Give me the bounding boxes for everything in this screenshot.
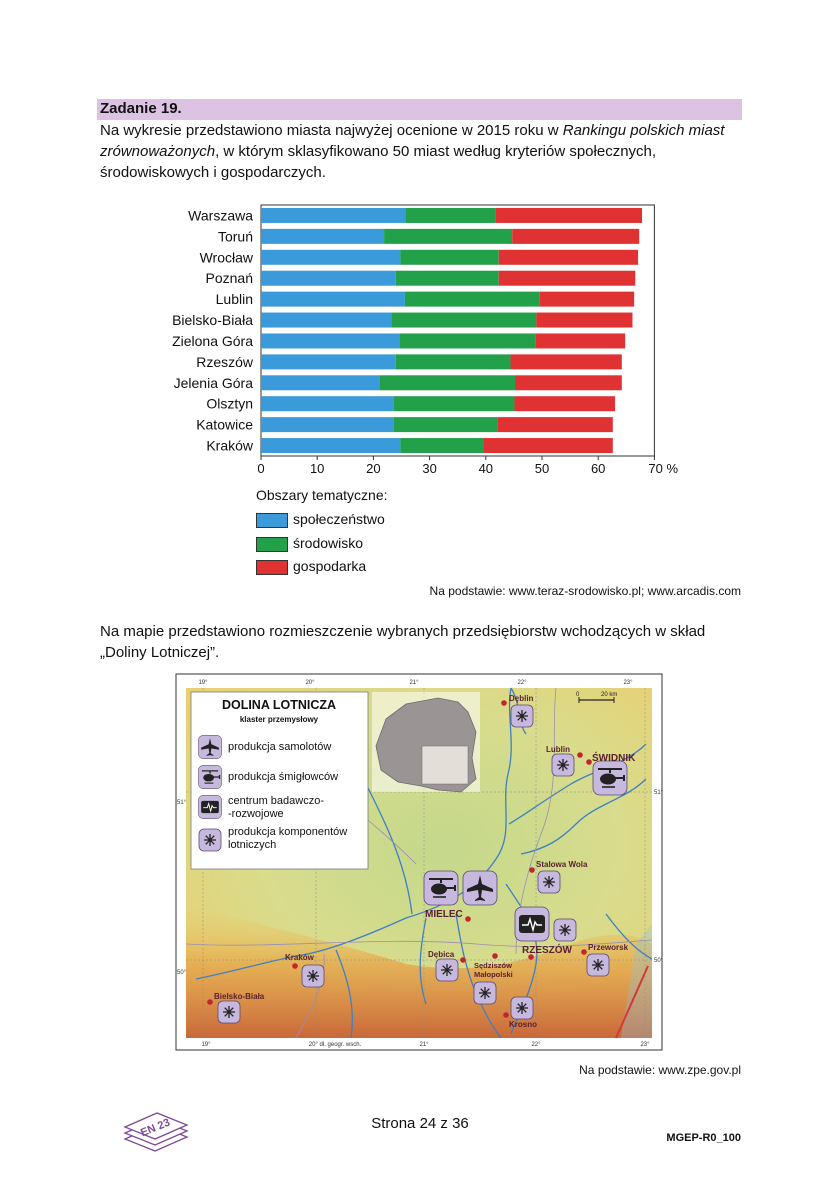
- city-krosno: Krosno: [509, 1020, 537, 1029]
- x-tick-label: 0: [257, 461, 265, 476]
- scale-label: 20 km: [601, 692, 618, 698]
- lon-20-bottom: 20° dł. geogr. wsch.: [308, 1042, 362, 1048]
- bar-segment: [261, 375, 380, 390]
- x-unit-label: 70 %: [648, 461, 679, 476]
- legend-helicopters: produkcja śmigłowców: [228, 771, 339, 783]
- bielsko-components-icon: [218, 1001, 240, 1023]
- lat-50-left: 50°: [177, 970, 187, 976]
- chart-source: Na podstawie: www.teraz-srodowisko.pl; www.arcadis.com: [429, 584, 741, 598]
- category-label: Warszawa: [188, 207, 253, 224]
- bar-segment: [391, 313, 536, 328]
- legend-label-economy: gospodarka: [293, 558, 367, 574]
- bar-segment: [261, 229, 384, 244]
- intro-text-1: Na wykresie przedstawiono miasta najwyżej ocenione w 2015 roku w: [100, 122, 563, 139]
- bar-segment: [405, 292, 540, 307]
- bar-segment: [495, 208, 642, 223]
- bar-segment: [261, 292, 405, 307]
- category-label: Toruń: [217, 228, 253, 245]
- category-label: Bielsko-Biała: [172, 312, 253, 329]
- legend-rnd-1: centrum badawczo-: [228, 795, 324, 807]
- bar-segment: [261, 313, 391, 328]
- bar-segment: [511, 354, 622, 369]
- bar-segment: [261, 396, 394, 411]
- city-stalowa-wola: Stalowa Wola: [536, 860, 588, 869]
- category-label: Lublin: [215, 291, 253, 308]
- x-tick-label: 30: [422, 461, 437, 476]
- bar-segment: [261, 208, 406, 223]
- lon-21-top: 21°: [409, 680, 419, 686]
- bar-segment: [514, 396, 615, 411]
- bar-segment: [536, 313, 632, 328]
- airplane-icon: [198, 735, 221, 758]
- debica-components-icon: [436, 959, 458, 981]
- bar-segment: [396, 354, 511, 369]
- city-sedziszow-1: Sędziszów: [474, 961, 512, 970]
- bar-segment: [512, 229, 639, 244]
- rzeszow-research-icon: [515, 907, 549, 941]
- bar-segment: [261, 354, 396, 369]
- city-deblin: Dęblin: [509, 694, 534, 703]
- legend-components-2: lotniczych: [228, 839, 277, 851]
- city-debica: Dębica: [428, 950, 455, 959]
- przeworsk-components-icon: [587, 954, 609, 976]
- bar-segment: [499, 250, 638, 265]
- swidnik-helicopter-icon: [593, 761, 627, 795]
- legend-label-society: społeczeństwo: [293, 511, 385, 527]
- mielec-helicopter-icon: [424, 871, 458, 905]
- bar-segment: [515, 375, 622, 390]
- bar-segment: [540, 292, 634, 307]
- krakow-components-icon: [302, 965, 324, 987]
- x-tick-label: 20: [366, 461, 381, 476]
- legend-rnd-2: -rozwojowe: [228, 808, 284, 820]
- bar-segment: [406, 208, 495, 223]
- lon-22-bottom: 22°: [531, 1042, 541, 1048]
- x-tick-label: 10: [309, 461, 325, 476]
- task-intro: [100, 120, 740, 183]
- chart-legend-title: Obszary tematyczne:: [256, 487, 388, 503]
- exam-code: MGEP-R0_100: [666, 1132, 741, 1144]
- logo-text: EN 23: [138, 1116, 172, 1140]
- bar-segment: [261, 250, 400, 265]
- bar-segment: [380, 375, 515, 390]
- page-number: Strona 24 z 36: [371, 1115, 469, 1132]
- bar-segment: [261, 271, 396, 286]
- x-tick-label: 60: [590, 461, 606, 476]
- legend-planes: produkcja samolotów: [228, 741, 332, 753]
- city-rzeszow: RZESZÓW: [522, 945, 572, 956]
- lat-50-right: 50°: [654, 958, 664, 964]
- map-legend-title: DOLINA LOTNICZA: [221, 698, 337, 712]
- bar-segment: [499, 271, 636, 286]
- map-source: Na podstawie: www.zpe.gov.pl: [579, 1063, 741, 1077]
- lon-23-bottom: 23°: [640, 1042, 650, 1048]
- category-label: Rzeszów: [196, 353, 253, 370]
- city-przeworsk: Przeworsk: [588, 943, 629, 952]
- research-center-icon: [198, 795, 221, 818]
- bar-segment: [261, 438, 400, 453]
- task-title: Zadanie 19.: [100, 100, 182, 117]
- lublin-components-icon: [552, 754, 574, 776]
- city-mielec: MIELEC: [425, 909, 463, 920]
- bar-segment: [261, 417, 394, 432]
- category-label: Wrocław: [199, 249, 253, 266]
- bar-segment: [394, 396, 515, 411]
- map-legend-subtitle: klaster przemysłowy: [239, 715, 319, 724]
- scale-zero: 0: [576, 692, 580, 698]
- bar-segment: [394, 417, 498, 432]
- lon-20-top: 20°: [305, 680, 315, 686]
- lon-21-bottom: 21°: [419, 1042, 429, 1048]
- krosno-components-icon: [511, 997, 533, 1019]
- stacked-bar-chart: [0, 195, 840, 485]
- category-label: Katowice: [196, 416, 253, 433]
- mielec-airplane-icon: [463, 871, 497, 905]
- x-tick-label: 40: [478, 461, 494, 476]
- bar-segment: [400, 438, 483, 453]
- city-sedziszow-2: Małopolski: [474, 970, 513, 979]
- bar-segment: [399, 333, 535, 348]
- legend-label-environment: środowisko: [293, 535, 364, 551]
- bar-segment: [498, 417, 613, 432]
- rzeszow-components-icon: [554, 919, 576, 941]
- city-swidnik: ŚWIDNIK: [592, 753, 636, 764]
- x-tick-label: 50: [534, 461, 550, 476]
- city-lublin: Lublin: [546, 745, 570, 754]
- map-legend: [191, 692, 368, 869]
- components-icon: [199, 829, 221, 851]
- sedziszow-components-icon: [474, 982, 496, 1004]
- category-label: Jelenia Góra: [173, 374, 253, 391]
- stalowa-wola-components-icon: [538, 871, 560, 893]
- lat-51-right: 51°: [654, 790, 664, 796]
- inset-poland: [372, 692, 480, 792]
- legend-swatch-economy: [256, 560, 288, 575]
- bar-segment: [261, 333, 399, 348]
- bar-segment: [384, 229, 512, 244]
- category-label: Zielona Góra: [172, 332, 253, 349]
- intro-text-2: , w którym sklasyfikowano 50 miast według kryteriów społecznych, środowiskowych i gospodarczych.: [100, 143, 657, 181]
- bar-segment: [396, 271, 499, 286]
- city-krakow: Kraków: [285, 953, 314, 962]
- lon-19-top: 19°: [198, 680, 208, 686]
- lon-19-bottom: 19°: [201, 1042, 211, 1048]
- bar-segment: [400, 250, 498, 265]
- map-intro: Na mapie przedstawiono rozmieszczenie wybranych przedsiębiorstw wchodzących w skład „Doliny Lotniczej”.: [100, 623, 706, 661]
- category-label: Kraków: [206, 437, 253, 454]
- helicopter-icon: [198, 765, 221, 788]
- intro-italic: Rankingu polskich miast zrównoważonych: [100, 122, 725, 160]
- lon-22-top: 22°: [517, 680, 527, 686]
- legend-swatch-society: [256, 513, 288, 528]
- lat-51-left: 51°: [177, 800, 187, 806]
- task-header-bar: [97, 99, 742, 120]
- legend-swatch-environment: [256, 537, 288, 552]
- bar-segment: [535, 333, 625, 348]
- lon-23-top: 23°: [623, 680, 633, 686]
- city-bielsko-biala: Bielsko-Biała: [214, 992, 265, 1001]
- aviation-valley-map: [176, 674, 662, 1050]
- category-label: Olsztyn: [206, 395, 253, 412]
- deblin-components-icon: [511, 705, 533, 727]
- legend-components-1: produkcja komponentów: [228, 826, 348, 838]
- bar-segment: [484, 438, 613, 453]
- category-label: Poznań: [205, 270, 253, 287]
